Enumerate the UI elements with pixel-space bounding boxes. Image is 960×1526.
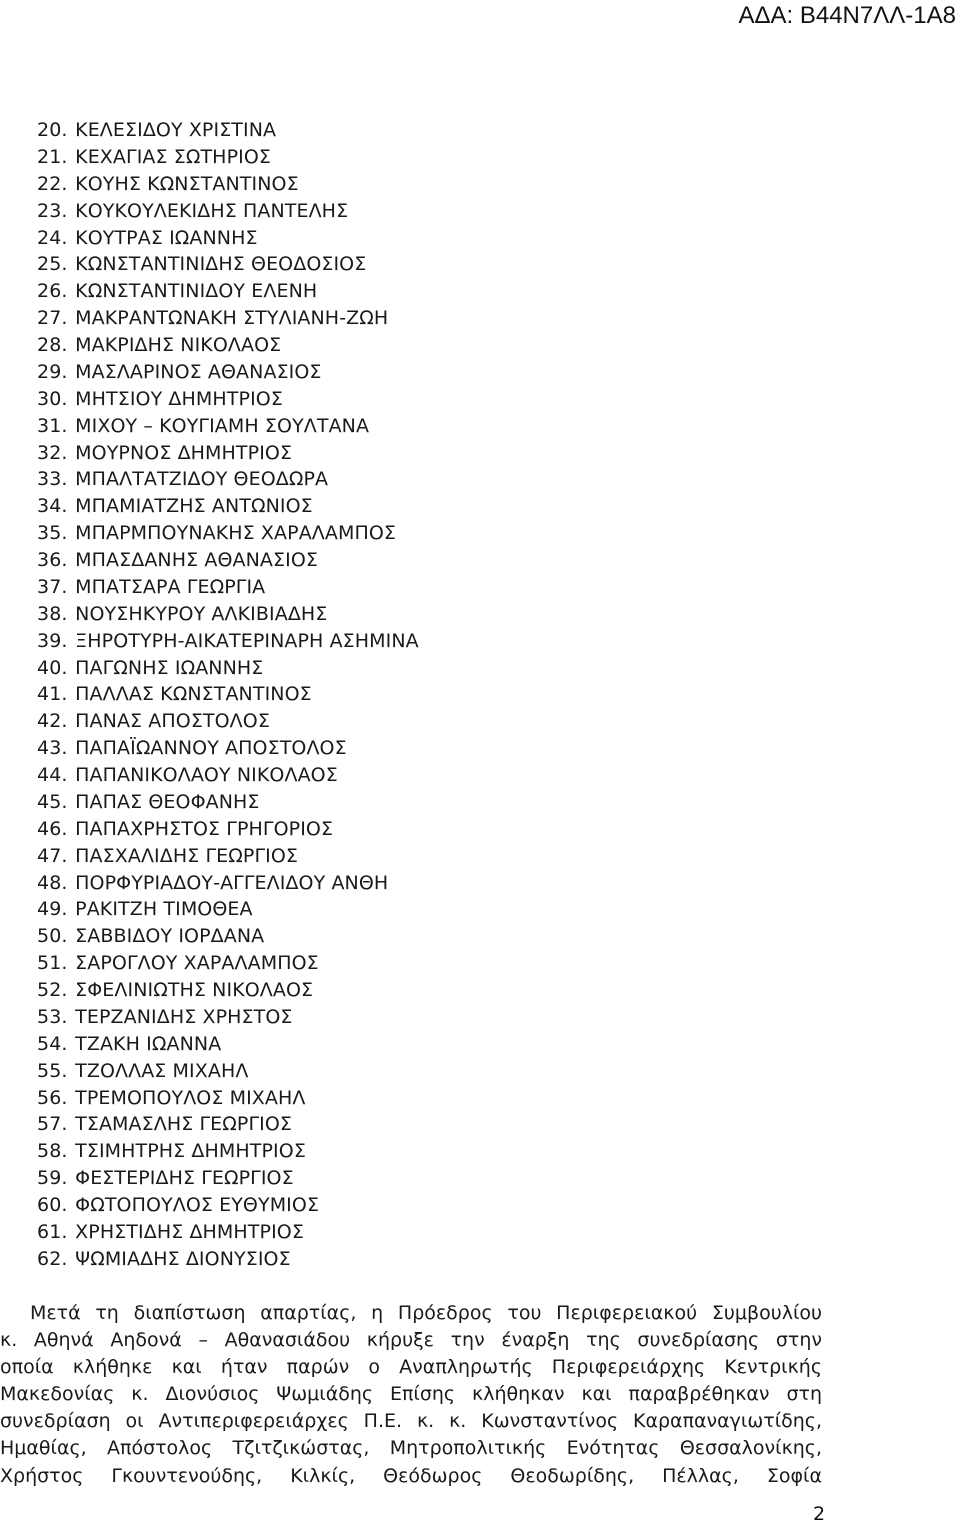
list-item	[37, 332, 419, 359]
list-item-number: 56.	[37, 1086, 68, 1109]
list-item-number: 45.	[37, 790, 68, 813]
list-item-name: ΚΟΥΗΣ ΚΩΝΣΤΑΝΤΙΝΟΣ	[75, 172, 299, 195]
list-item-number: 25.	[37, 253, 68, 276]
list-item-number: 24.	[37, 226, 68, 249]
list-item	[37, 1165, 419, 1192]
list-item-name: ΝΟΥΣΗΚΥΡΟΥ ΑΛΚΙΒΙΑΔΗΣ	[75, 602, 328, 625]
list-item	[37, 843, 419, 870]
list-item-number: 53.	[37, 1005, 68, 1028]
list-item-number: 52.	[37, 979, 68, 1001]
list-item-name: ΜΗΤΣΙΟΥ ΔΗΜΗΤΡΙΟΣ	[75, 387, 283, 410]
paragraph-line: συνεδρίαση οι Αντιπεριφερειάρχες Π.Ε. κ. κ. Κωνσταντίνος Καραπαναγιωτίδης,	[0, 1410, 822, 1433]
list-item	[37, 1219, 419, 1246]
paragraph-line: Χρήστος Γκουντενούδης, Κιλκίς, Θεόδωρος Θεοδωρίδης, Πέλλας, Σοφία	[0, 1464, 822, 1487]
list-item-name: ΚΟΥΤΡΑΣ ΙΩΑΝΝΗΣ	[75, 226, 258, 249]
list-item-name: ΜΟΥΡΝΟΣ ΔΗΜΗΤΡΙΟΣ	[75, 441, 293, 464]
list-item-name: ΜΠΑΜΙΑΤΖΗΣ ΑΝΤΩΝΙΟΣ	[75, 495, 313, 518]
list-item-number: 61.	[37, 1220, 68, 1243]
paragraph-line: κ. Αθηνά Αηδονά – Αθανασιάδου κήρυξε την έναρξη της συνεδρίασης στην	[0, 1329, 822, 1352]
list-item-name: ΦΕΣΤΕΡΙΔΗΣ ΓΕΩΡΓΙΟΣ	[75, 1167, 294, 1190]
list-item-name: ΣΦΕΛΙΝΙΩΤΗΣ ΝΙΚΟΛΑΟΣ	[75, 979, 314, 1001]
list-item-name: ΞΗΡΟΤΥΡΗ-ΑΙΚΑΤΕΡΙΝΑΡΗ ΑΣΗΜΙΝΑ	[75, 629, 419, 652]
member-list	[37, 117, 419, 1273]
list-item-number: 50.	[37, 925, 68, 948]
list-item	[37, 117, 419, 144]
list-item	[37, 762, 419, 789]
list-item	[37, 440, 419, 467]
list-item-number: 44.	[37, 764, 68, 786]
list-item	[37, 278, 419, 305]
list-item-number: 58.	[37, 1140, 68, 1163]
list-item	[37, 466, 419, 493]
list-item-number: 49.	[37, 898, 68, 921]
list-item-number: 55.	[37, 1059, 68, 1082]
list-item-number: 57.	[37, 1113, 68, 1136]
list-item-number: 33.	[37, 468, 68, 491]
list-item-number: 30.	[37, 387, 68, 410]
list-item-name: ΜΑΚΡΙΔΗΣ ΝΙΚΟΛΑΟΣ	[75, 334, 282, 356]
list-item-number: 32.	[37, 441, 68, 464]
list-item-number: 42.	[37, 710, 68, 733]
list-item-name: ΠΑΠΑΣ ΘΕΟΦΑΝΗΣ	[75, 790, 260, 813]
list-item-name: ΜΑΚΡΑΝΤΩΝΑΚΗ ΣΤΥΛΙΑΝΗ-ΖΩΗ	[75, 307, 389, 330]
list-item	[37, 628, 419, 655]
list-item-name: ΚΩΝΣΤΑΝΤΙΝΙΔΟΥ ΕΛΕΝΗ	[75, 280, 318, 303]
list-item	[37, 870, 419, 897]
list-item-name: ΦΩΤΟΠΟΥΛΟΣ ΕΥΘΥΜΙΟΣ	[75, 1194, 320, 1216]
list-item-number: 51.	[37, 952, 68, 975]
ada-header: ΑΔΑ: Β44Ν7ΛΛ-1Α8	[738, 2, 956, 29]
list-item	[37, 520, 419, 547]
list-item-name: ΠΑΠΑΝΙΚΟΛΑΟΥ ΝΙΚΟΛΑΟΣ	[75, 764, 338, 786]
list-item	[37, 171, 419, 198]
list-item-name: ΤΣΙΜΗΤΡΗΣ ΔΗΜΗΤΡΙΟΣ	[75, 1140, 306, 1163]
list-item-number: 37.	[37, 575, 68, 598]
list-item-number: 36.	[37, 549, 68, 571]
list-item-number: 41.	[37, 683, 68, 706]
paragraph-line: οποία κλήθηκε και ήταν παρών ο Αναπληρωτής Περιφερειάρχης Κεντρικής	[0, 1356, 822, 1379]
paragraph-line: Ημαθίας, Απόστολος Τζιτζικώστας, Μητροπολιτικής Ενότητας Θεσσαλονίκης,	[0, 1437, 822, 1460]
list-item-name: ΜΠΑΤΣΑΡΑ ΓΕΩΡΓΙΑ	[75, 575, 266, 598]
list-item-number: 47.	[37, 844, 68, 867]
list-item-name: ΜΙΧΟΥ – ΚΟΥΓΙΑΜΗ ΣΟΥΛΤΑΝΑ	[75, 414, 370, 437]
list-item	[37, 251, 419, 278]
list-item-number: 46.	[37, 817, 68, 840]
list-item-number: 21.	[37, 145, 68, 168]
list-item	[37, 198, 419, 225]
list-item	[37, 225, 419, 252]
list-item	[37, 950, 419, 977]
list-item-number: 26.	[37, 280, 68, 303]
list-item-name: ΜΠΑΛΤΑΤΖΙΔΟΥ ΘΕΟΔΩΡΑ	[75, 468, 329, 491]
list-item	[37, 1031, 419, 1058]
list-item-name: ΠΑΠΑΪΩΑΝΝΟΥ ΑΠΟΣΤΟΛΟΣ	[75, 737, 347, 760]
list-item-name: ΠΑΣΧΑΛΙΔΗΣ ΓΕΩΡΓΙΟΣ	[75, 844, 298, 867]
list-item-number: 62.	[37, 1247, 68, 1270]
list-item-name: ΤΖΑΚΗ ΙΩΑΝΝΑ	[75, 1032, 222, 1055]
list-item	[37, 896, 419, 923]
list-item-name: ΠΑΛΛΑΣ ΚΩΝΣΤΑΝΤΙΝΟΣ	[75, 683, 312, 706]
list-item	[37, 413, 419, 440]
list-item	[37, 1058, 419, 1085]
list-item-name: ΚΕΛΕΣΙΔΟΥ ΧΡΙΣΤΙΝΑ	[75, 119, 277, 141]
list-item	[37, 547, 419, 574]
list-item	[37, 816, 419, 843]
list-item-name: ΠΑΠΑΧΡΗΣΤΟΣ ΓΡΗΓΟΡΙΟΣ	[75, 817, 334, 840]
list-item-number: 29.	[37, 360, 68, 383]
list-item-name: ΠΑΓΩΝΗΣ ΙΩΑΝΝΗΣ	[75, 656, 264, 679]
list-item-name: ΜΠΑΡΜΠΟΥΝΑΚΗΣ ΧΑΡΑΛΑΜΠΟΣ	[75, 522, 397, 545]
list-item	[37, 977, 419, 1004]
list-item-number: 43.	[37, 737, 68, 760]
list-item	[37, 789, 419, 816]
list-item-name: ΤΖΟΛΛΑΣ ΜΙΧΑΗΛ	[75, 1059, 249, 1082]
list-item	[37, 735, 419, 762]
list-item-number: 27.	[37, 307, 68, 330]
list-item	[37, 923, 419, 950]
list-item-number: 22.	[37, 172, 68, 195]
list-item-name: ΣΑΒΒΙΔΟΥ ΙΟΡΔΑΝΑ	[75, 925, 265, 948]
list-item-name: ΚΟΥΚΟΥΛΕΚΙΔΗΣ ΠΑΝΤΕΛΗΣ	[75, 199, 349, 222]
list-item	[37, 655, 419, 682]
list-item-name: ΤΡΕΜΟΠΟΥΛΟΣ ΜΙΧΑΗΛ	[75, 1086, 306, 1109]
list-item	[37, 144, 419, 171]
list-item	[37, 1138, 419, 1165]
list-item-number: 28.	[37, 334, 68, 356]
list-item	[37, 574, 419, 601]
list-item-name: ΤΣΑΜΑΣΛΗΣ ΓΕΩΡΓΙΟΣ	[75, 1113, 292, 1136]
list-item-name: ΨΩΜΙΑΔΗΣ ΔΙΟΝΥΣΙΟΣ	[75, 1247, 291, 1270]
list-item-name: ΡΑΚΙΤΖΗ ΤΙΜΟΘΕΑ	[75, 898, 253, 921]
body-paragraph	[0, 1300, 822, 1490]
list-item-name: ΜΠΑΣΔΑΝΗΣ ΑΘΑΝΑΣΙΟΣ	[75, 549, 318, 571]
list-item-number: 34.	[37, 495, 68, 518]
list-item	[37, 1004, 419, 1031]
list-item	[37, 305, 419, 332]
list-item	[37, 1192, 419, 1219]
list-item-number: 38.	[37, 602, 68, 625]
list-item-number: 31.	[37, 414, 68, 437]
list-item-number: 54.	[37, 1032, 68, 1055]
list-item	[37, 1246, 419, 1273]
list-item-name: ΚΕΧΑΓΙΑΣ ΣΩΤΗΡΙΟΣ	[75, 145, 271, 168]
list-item-name: ΧΡΗΣΤΙΔΗΣ ΔΗΜΗΤΡΙΟΣ	[75, 1220, 304, 1243]
list-item	[37, 708, 419, 735]
list-item	[37, 386, 419, 413]
list-item-name: ΚΩΝΣΤΑΝΤΙΝΙΔΗΣ ΘΕΟΔΟΣΙΟΣ	[75, 253, 367, 276]
list-item-number: 23.	[37, 199, 68, 222]
list-item	[37, 681, 419, 708]
list-item-name: ΤΕΡΖΑΝΙΔΗΣ ΧΡΗΣΤΟΣ	[75, 1005, 293, 1028]
list-item-name: ΣΑΡΟΓΛΟΥ ΧΑΡΑΛΑΜΠΟΣ	[75, 952, 319, 975]
page-number: 2	[813, 1503, 826, 1525]
list-item-number: 40.	[37, 656, 68, 679]
list-item	[37, 493, 419, 520]
list-item	[37, 601, 419, 628]
list-item-number: 39.	[37, 629, 68, 652]
list-item	[37, 359, 419, 386]
list-item-number: 59.	[37, 1167, 68, 1190]
paragraph-line: Μακεδονίας κ. Διονύσιος Ψωμιάδης Επίσης κλήθηκαν και παραβρέθηκαν στη	[0, 1383, 822, 1406]
list-item	[37, 1085, 419, 1112]
list-item-number: 60.	[37, 1194, 68, 1216]
list-item-number: 48.	[37, 871, 68, 894]
list-item	[37, 1111, 419, 1138]
list-item-number: 35.	[37, 522, 68, 545]
list-item-name: ΜΑΣΛΑΡΙΝΟΣ ΑΘΑΝΑΣΙΟΣ	[75, 360, 322, 383]
list-item-number: 20.	[37, 119, 68, 141]
list-item-name: ΠΟΡΦΥΡΙΑΔΟΥ-ΑΓΓΕΛΙΔΟΥ ΑΝΘΗ	[75, 871, 389, 894]
list-item-name: ΠΑΝΑΣ ΑΠΟΣΤΟΛΟΣ	[75, 710, 270, 733]
paragraph-line: Μετά τη διαπίστωση απαρτίας, η Πρόεδρος του Περιφερειακού Συμβουλίου	[30, 1302, 822, 1324]
